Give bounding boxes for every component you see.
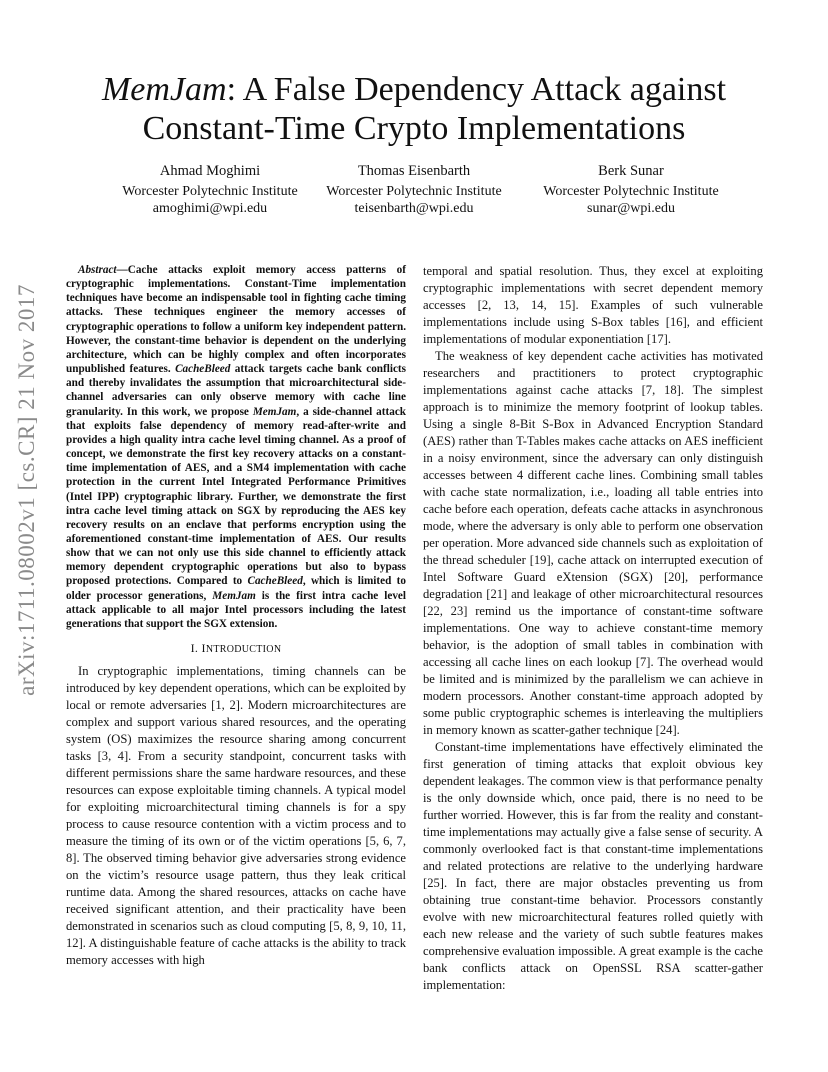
title-italic: MemJam bbox=[101, 71, 227, 108]
paragraph-text: . A distinguishable feature of cache attacks is the ability to track memory accesses with high bbox=[66, 936, 406, 968]
author-email: sunar@wpi.edu bbox=[587, 201, 675, 216]
abstract-text: , a side-channel attack that exploits false dependency of memory read-after-write and provides a high quality intra cache level timing channel. As a proof of concept, we demonstrate the first key recovery attacks on a constant-time implementation of AES, and a SM4 implementation with cache protection in the current Intel Integrated Performance Primitives (Intel IPP) cryptographic library. Further, we demonstrate the first intra cache level timing attack on SGX by reproducing the AES key recovery results on an enclave that performs encryption using the aforementioned constant-time implementation of AES. Our results show that we can not only use this side channel to efficiently attack memory dependent cryptographic operations but also to bypass proposed protections. Compared to bbox=[66, 405, 407, 588]
citation-link[interactable]: [19] bbox=[529, 553, 551, 567]
paragraph-text: temporal and spatial resolution. Thus, they excel at exploiting cryptographic implementations with secret dependent memory accesses bbox=[423, 264, 763, 312]
citation-link[interactable]: [22, 23] bbox=[423, 604, 468, 618]
title-line-1-rest: : A False Dependency Attack against bbox=[226, 71, 727, 108]
paragraph-text: Constant-time implementations have effectively eliminated the first generation of timing attacks that exploit obvious key dependent leakages. The common view is that performance penalty is the only downside which, once paid, there is no need to be further worried. However, this is far from the reality and constant-time implementations may actually give a false sense of security. A commonly overlooked fact is that constant-time implementations and related protections are relative to the underlying hardware bbox=[423, 740, 763, 873]
section-numeral: I. bbox=[190, 641, 202, 656]
paragraph-text: . The overhead would be limited and is minimized by the parallelism we can achieve in modern processors. Another constant-time approach adopted by some public cryptographic schemes is interleaving the multipliers in memory known as scatter-gather technique bbox=[423, 655, 763, 737]
citation-link[interactable]: [24] bbox=[655, 723, 677, 737]
paper-title bbox=[60, 70, 768, 148]
abstract-italic: MemJam bbox=[252, 405, 297, 418]
citation-link[interactable]: [2, 13, 14, 15] bbox=[477, 298, 576, 312]
author-name: Berk Sunar bbox=[598, 163, 664, 179]
abstract-italic: CacheBleed bbox=[175, 363, 231, 376]
author-affiliation: Worcester Polytechnic Institute bbox=[543, 184, 719, 199]
abstract-italic: MemJam bbox=[212, 589, 256, 602]
citation-link[interactable]: [7] bbox=[635, 655, 651, 669]
abstract-text: attack targets cache bank conflicts and thereby invalidates the assumption that microarchitectural side-channel adversaries can only observe memory with cache line granularity. In this work, we propose bbox=[66, 363, 406, 418]
paragraph-text: . In fact, there are major obstacles preventing us from obtaining true constant-time behavior. Processors constantly evolve with new microarchitectural features rolled quietly with each new release and the variety of such subtle features makes comprehensive evaluation impossible. A great example is the cache bank conflicts attack on OpenSSL RSA scatter-gather implementation: bbox=[423, 876, 763, 992]
abstract-text: —Cache attacks exploit memory access patterns of cryptographic implementations. Constant-Time implementation techniques have become an indispensable tool in fighting cache timing attacks. These techniques engineer the memory accesses of cryptographic operations to follow a uniform key independent pattern. However, the constant-time behavior is dependent on the underlying architecture, which can be highly complex and often incorporates unpublished features. bbox=[66, 264, 406, 376]
abstract-italic: CacheBleed bbox=[247, 575, 303, 588]
author-email: teisenbarth@wpi.edu bbox=[354, 201, 474, 216]
body-paragraph bbox=[423, 263, 763, 348]
citation-link[interactable]: [25] bbox=[423, 876, 444, 890]
paragraph-text: . The observed timing behavior give adversaries strong evidence on the victim’s resource usage pattern, thus they leak critical runtime data. Among the shared resources, attacks on cache have received significant attention, and their practicality have been demonstrated in scenarios such as cloud computing bbox=[66, 851, 406, 934]
citation-link[interactable]: [5, 6, 7, 8] bbox=[66, 834, 407, 866]
citation-link[interactable]: [7, 18] bbox=[641, 383, 681, 397]
section-heading bbox=[66, 640, 406, 658]
paragraph-text: , performance degradation bbox=[423, 570, 763, 601]
section-name-cap: I bbox=[201, 641, 206, 656]
abstract bbox=[66, 263, 406, 631]
abstract-text: is the first intra cache level attack applicable to all major Intel processors including the latest generations that support the SGX extension. bbox=[66, 589, 406, 630]
title-line-1 bbox=[60, 70, 768, 109]
citation-link[interactable]: [3, 4] bbox=[97, 749, 129, 764]
author-block bbox=[511, 163, 751, 217]
paragraph-text: . bbox=[667, 332, 671, 346]
citation-link[interactable]: [21] bbox=[486, 587, 508, 601]
paragraph-text: . From a security standpoint, concurrent tasks with different permissions share the same hardware resources, and these resources can expose exploitable timing channels. A typical model for exploiting microarchitectural timing channels is for a spy process to cause resource contention with a victim process and to measure the timing of its own or of the victim operations bbox=[66, 749, 406, 849]
author-name: Thomas Eisenbarth bbox=[357, 163, 471, 179]
author-name: Ahmad Moghimi bbox=[159, 163, 261, 179]
paragraph-text: The weakness of key dependent cache activities has motivated researchers and practitioners to protect cryptographic implementations against cache attacks bbox=[423, 349, 763, 397]
author-block bbox=[294, 163, 534, 217]
left-column bbox=[66, 263, 406, 969]
citation-link[interactable]: [17] bbox=[646, 332, 668, 346]
body-paragraph bbox=[423, 739, 763, 994]
abstract-text: , which is limited to older processor generations, bbox=[66, 575, 406, 602]
title-line-2: Constant-Time Crypto Implementations bbox=[142, 110, 686, 147]
author-affiliation: Worcester Polytechnic Institute bbox=[122, 184, 298, 199]
citation-link[interactable]: [20] bbox=[663, 570, 685, 584]
paragraph-text: and leakage of other microarchitectural resources bbox=[507, 587, 764, 601]
section-name-rest: NTRODUCTION bbox=[205, 644, 282, 656]
author-affiliation: Worcester Polytechnic Institute bbox=[326, 184, 502, 199]
paragraph-text: . Modern microarchitectures are complex and support various shared resources, and the operating system (OS) maximizes the resource sharing among concurrent tasks bbox=[66, 698, 406, 764]
body-paragraph bbox=[423, 348, 763, 739]
right-column bbox=[423, 263, 763, 994]
citation-link[interactable]: [5, 8, 9, 10, 11, 12] bbox=[66, 919, 406, 951]
citation-link[interactable]: [1, 2] bbox=[211, 698, 240, 713]
abstract-lead: Abstract bbox=[78, 264, 117, 276]
citation-link[interactable]: [16] bbox=[665, 315, 687, 329]
author-email: amoghimi@wpi.edu bbox=[152, 201, 268, 216]
paragraph-text: In cryptographic implementations, timing channels can be introduced by key dependent operations, which can be exploited by local or remote adversaries bbox=[66, 664, 406, 713]
paragraph-text: , and efficient implementations of modular exponentiation bbox=[423, 315, 763, 346]
paragraph-text: . bbox=[676, 723, 680, 737]
intro-paragraph bbox=[66, 663, 406, 969]
paragraph-text: remind us the importance of constant-time software implementations. One way to achieve constant-time memory behavior, is the adoption of small tables in combination with accessing all cache lines on each lookup bbox=[423, 604, 764, 669]
paragraph-text: . Examples of such vulnerable implementations include using S-Box tables bbox=[423, 298, 763, 329]
arxiv-stamp-text: arXiv:1711.08002v1 [cs.CR] 21 Nov 2017 bbox=[14, 284, 39, 696]
paragraph-text: , cache attack on interrupted execution of Intel Software Guard eXtension (SGX) bbox=[423, 553, 763, 584]
paragraph-text: . The simplest approach is to minimize the memory footprint of lookup tables. Using a single 8-Bit S-Box in Advanced Encryption Standard (AES) rather than T-Tables makes cache attacks on AES inefficient in a noisy environment, since the adversary can only distinguish accesses between 4 different cache lines. Combining small tables with cache state normalization, i.e., loading all table entries into cache before each operation, defeats cache attacks in asynchronous mode, where the adversary is only able to perform one observation per operation. More advanced side channels such as exploitation of the thread scheduler bbox=[423, 383, 763, 567]
